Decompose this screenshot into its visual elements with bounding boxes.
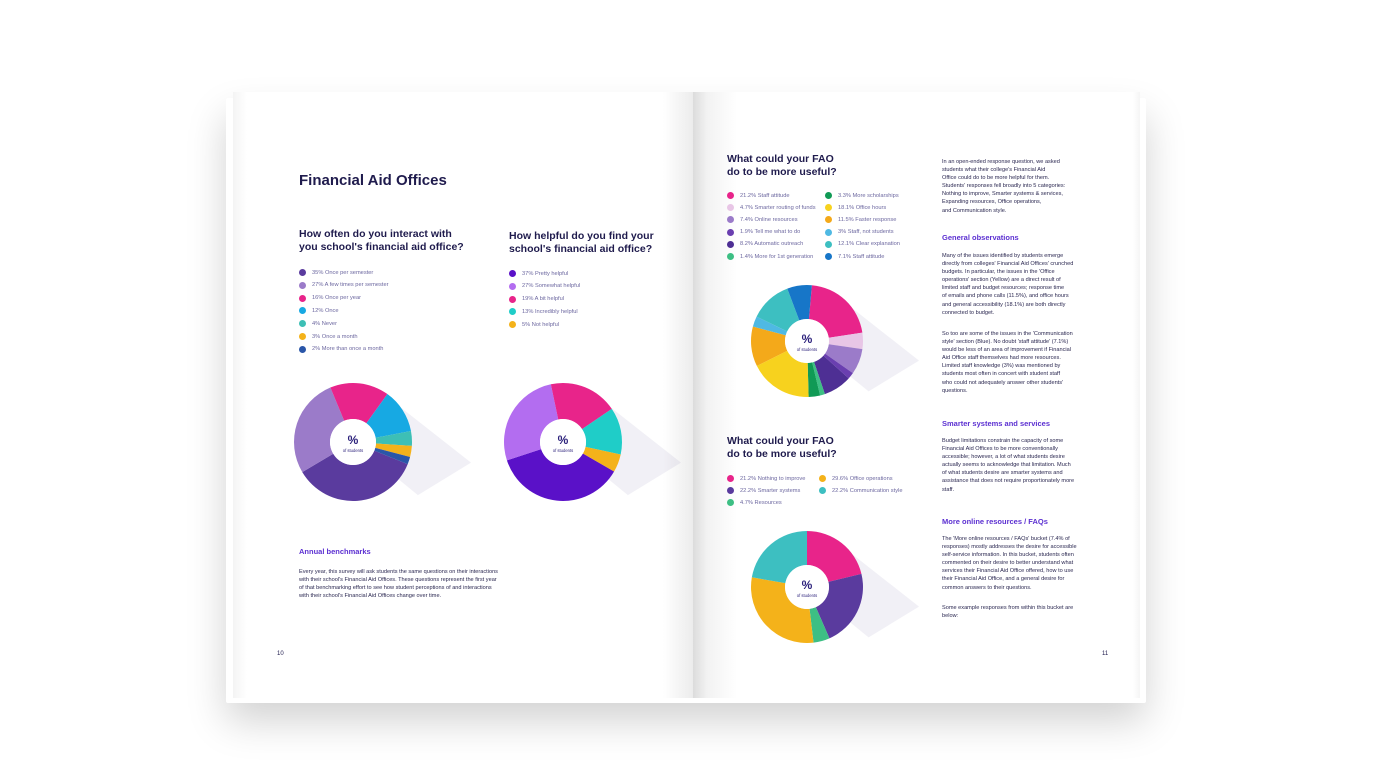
- text-line: Financial Aid Offices to be more conventionally: [942, 446, 1058, 453]
- text-line: Nothing to improve, Smarter systems & services,: [942, 191, 1063, 198]
- legend-item: [727, 499, 782, 506]
- legend-swatch: [299, 333, 306, 340]
- legend-label: 12.1% Clear explanation: [838, 241, 900, 248]
- legend-item: [509, 321, 559, 328]
- text-line: would be less of an area of improvement if Financial: [942, 347, 1072, 354]
- legend-label: 5% Not helpful: [522, 321, 559, 328]
- donut-center-subtitle: of students: [796, 593, 818, 598]
- text-line: Every year, this survey will ask students the same questions on their interactions: [299, 569, 498, 575]
- general-paragraph-2: [942, 330, 1092, 395]
- legend-swatch: [819, 487, 826, 494]
- text-line: below:: [942, 613, 959, 620]
- q4-title-line2: do to be more useful?: [727, 448, 837, 460]
- legend-item: [727, 487, 800, 494]
- q1-title-line1: How often do you interact with: [299, 228, 452, 240]
- text-line: operations' section (Yellow) are a direct result of: [942, 277, 1061, 284]
- text-line: Many of the issues identified by students emerge: [942, 253, 1064, 259]
- page-title: Financial Aid Offices: [299, 172, 447, 189]
- legend-label: 1.9% Tell me what to do: [740, 229, 801, 236]
- legend-label: 29.6% Office operations: [832, 475, 893, 482]
- legend-label: 19% A bit helpful: [522, 296, 565, 303]
- general-paragraph-1: [942, 252, 1092, 317]
- legend-swatch: [727, 487, 734, 494]
- text-line: Expanding resources, Office operations,: [942, 199, 1042, 206]
- q1-title: [299, 228, 464, 254]
- text-line: So too are some of the issues in the 'Communication: [942, 331, 1073, 337]
- legend-item: [727, 241, 803, 248]
- legend-swatch: [299, 307, 306, 314]
- legend-item: [825, 192, 899, 199]
- legend-label: 2% More than once a month: [312, 346, 384, 353]
- legend-swatch: [299, 295, 306, 302]
- text-line: commented on their desire to better understand what: [942, 560, 1074, 567]
- legend-label: 27% Somewhat helpful: [522, 283, 581, 290]
- legend-label: 7.4% Online resources: [740, 216, 798, 223]
- legend-label: 3% Once a month: [312, 333, 358, 340]
- q4-title: [727, 435, 837, 461]
- donut-center-percent: %: [801, 332, 813, 346]
- text-line: and Communication style.: [942, 207, 1007, 214]
- text-line: In an open-ended response question, we asked: [942, 159, 1060, 165]
- legend-swatch: [819, 475, 826, 482]
- legend-item: [825, 229, 894, 236]
- legend-label: 13% Incredibly helpful: [522, 308, 578, 315]
- legend-swatch: [825, 241, 832, 248]
- text-line: with their school's Financial Aid Offices change over time.: [299, 593, 442, 600]
- donut-center-subtitle: of students: [796, 347, 818, 352]
- smarter-heading: Smarter systems and services: [942, 419, 1050, 428]
- legend-swatch: [825, 253, 832, 260]
- legend-swatch: [299, 346, 306, 353]
- legend-label: 12% Once: [312, 307, 339, 314]
- legend-item: [819, 487, 903, 494]
- online-heading: More online resources / FAQs: [942, 517, 1048, 526]
- text-line: directly from colleges' Financial Aid Offices' crunched: [942, 261, 1074, 268]
- q2-title: [509, 230, 654, 256]
- legend-label: 18.1% Office hours: [838, 204, 887, 211]
- q4-title-line1: What could your FAO: [727, 435, 834, 447]
- text-line: self-service information. In this bucket, students often: [942, 552, 1074, 559]
- text-line: Students' responses fell broadly into 5 categories:: [942, 183, 1066, 190]
- text-line: Aid Office staff themselves had more resources.: [942, 355, 1061, 362]
- donut-center-percent: %: [347, 433, 359, 447]
- legend-label: 4% Never: [312, 320, 337, 327]
- smarter-paragraph: [942, 437, 1092, 494]
- donut-chart-helpfulness: [505, 379, 685, 509]
- text-line: their Financial Aid Office, and a general desire for: [942, 576, 1065, 583]
- legend-swatch: [727, 216, 734, 223]
- legend-item: [727, 475, 805, 482]
- donut-center-percent: %: [557, 433, 569, 447]
- legend-swatch: [509, 270, 516, 277]
- legend-swatch: [825, 229, 832, 236]
- legend-swatch: [509, 308, 516, 315]
- text-line: of emails and phone calls (11.5%), and office hours: [942, 293, 1069, 300]
- legend-swatch: [825, 216, 832, 223]
- legend-item: [819, 475, 893, 482]
- legend-item: [727, 229, 800, 236]
- text-line: limited staff and budget resources; response time: [942, 285, 1065, 292]
- legend-label: 21.2% Staff attitude: [740, 192, 790, 199]
- legend-swatch: [727, 499, 734, 506]
- text-line: The 'More online resources / FAQs' bucket (7.4% of: [942, 536, 1070, 542]
- legend-label: 3.3% More scholarships: [838, 192, 899, 199]
- legend-label: 3% Staff, not students: [838, 229, 894, 236]
- donut-center-subtitle: of students: [342, 448, 364, 453]
- donut-center-subtitle: of students: [552, 448, 574, 453]
- legend-swatch: [727, 475, 734, 482]
- general-heading: General observations: [942, 233, 1019, 242]
- legend-swatch: [299, 269, 306, 276]
- legend-label: 16% Once per year: [312, 295, 362, 302]
- legend-item: [299, 295, 361, 302]
- legend-item: [727, 253, 813, 260]
- q3-title-line1: What could your FAO: [727, 153, 834, 165]
- text-line: Budget limitations constrain the capacity of some: [942, 438, 1064, 444]
- page-number-left: 10: [277, 651, 284, 657]
- online-paragraph-2: [942, 604, 1092, 620]
- q3-title: [727, 153, 837, 179]
- legend-swatch: [825, 192, 832, 199]
- legend-item: [825, 204, 886, 211]
- legend-swatch: [299, 282, 306, 289]
- benchmarks-body: [299, 568, 539, 600]
- legend-label: 22.2% Communication style: [832, 487, 903, 494]
- page-number-right: 11: [1102, 651, 1109, 657]
- text-line: actually seems to acknowledge that limitation. Much: [942, 462, 1071, 469]
- text-line: with their school's Financial Aid Offices. These questions represent the first year: [299, 577, 497, 584]
- legend-swatch: [509, 296, 516, 303]
- text-line: assistance that does not require proportionately more: [942, 478, 1075, 485]
- legend-label: 27% A few times per semester: [312, 282, 389, 289]
- legend-item: [825, 253, 884, 260]
- legend-item: [299, 269, 373, 276]
- text-line: who could not adequately answer other students': [942, 379, 1064, 386]
- legend-swatch: [727, 192, 734, 199]
- text-line: budgets. In particular, the issues in the 'Office: [942, 269, 1055, 276]
- q2-title-line1: How helpful do you find your: [509, 230, 654, 242]
- legend-label: 7.1% Staff attitude: [838, 253, 885, 260]
- text-line: responses) mostly addresses the desire for accessible: [942, 544, 1077, 551]
- legend-swatch: [727, 241, 734, 248]
- text-line: accessible; however, a lot of what students desire: [942, 454, 1065, 461]
- legend-item: [727, 192, 790, 199]
- legend-label: 21.2% Nothing to improve: [740, 475, 806, 482]
- legend-item: [299, 333, 358, 340]
- donut-chart-fao-improvements-summary: [753, 532, 933, 662]
- donut-chart-interaction-frequency: [295, 379, 475, 509]
- text-line: Limited staff knowledge (3%) was mentioned by: [942, 363, 1061, 370]
- legend-item: [509, 283, 580, 290]
- legend-label: 1.4% More for 1st generation: [740, 253, 814, 260]
- legend-item: [299, 320, 337, 327]
- text-line: style' section (Blue). No doubt 'staff attitude' (7.1%): [942, 339, 1069, 346]
- donut-center-percent: %: [801, 578, 813, 592]
- legend-item: [727, 216, 798, 223]
- legend-item: [727, 204, 816, 211]
- legend-item: [299, 282, 389, 289]
- legend-swatch: [509, 321, 516, 328]
- legend-label: 4.7% Smarter routing of funds: [740, 204, 816, 211]
- text-line: connected to budget.: [942, 309, 995, 316]
- legend-item: [299, 346, 383, 353]
- legend-label: 37% Pretty helpful: [522, 270, 569, 277]
- text-line: students most often in concert with student staff: [942, 371, 1061, 378]
- online-paragraph-1: [942, 535, 1092, 592]
- legend-label: 8.2% Automatic outreach: [740, 241, 804, 248]
- intro-paragraph: [942, 158, 1092, 215]
- text-line: and general accessibility (18.1%) are both directly: [942, 301, 1066, 308]
- q2-title-line2: school's financial aid office?: [509, 243, 653, 255]
- legend-label: 4.7% Resources: [740, 499, 782, 506]
- legend-item: [509, 296, 564, 303]
- legend-swatch: [509, 283, 516, 290]
- text-line: Some example responses from within this bucket are: [942, 605, 1074, 611]
- legend-swatch: [727, 253, 734, 260]
- legend-item: [509, 270, 568, 277]
- legend-item: [825, 216, 896, 223]
- benchmarks-heading: Annual benchmarks: [299, 547, 371, 556]
- text-line: of what students desire are smarter systems and: [942, 470, 1063, 477]
- legend-swatch: [727, 229, 734, 236]
- text-line: of that benchmarking effort to see how student perceptions of and interactions: [299, 585, 492, 592]
- legend-label: 35% Once per semester: [312, 269, 374, 276]
- legend-label: 11.5% Faster response: [838, 216, 897, 223]
- text-line: questions.: [942, 387, 968, 394]
- q3-title-line2: do to be more useful?: [727, 166, 837, 178]
- text-line: services their Financial Aid Office offered, how to use: [942, 568, 1074, 575]
- text-line: students what their college's Financial Aid: [942, 167, 1046, 174]
- left-page: [233, 92, 693, 698]
- legend-item: [825, 241, 900, 248]
- legend-swatch: [825, 204, 832, 211]
- text-line: Office could do to be more helpful for them.: [942, 175, 1050, 182]
- legend-swatch: [299, 320, 306, 327]
- legend-swatch: [727, 204, 734, 211]
- legend-item: [299, 307, 339, 314]
- donut-chart-fao-improvements-detail: [753, 286, 933, 416]
- text-line: common answers to their questions.: [942, 584, 1032, 591]
- legend-label: 22.2% Smarter systems: [740, 487, 801, 494]
- text-line: staff.: [942, 486, 955, 493]
- q1-title-line2: you school's financial aid office?: [299, 241, 464, 253]
- legend-item: [509, 308, 578, 315]
- right-page: [693, 92, 1140, 698]
